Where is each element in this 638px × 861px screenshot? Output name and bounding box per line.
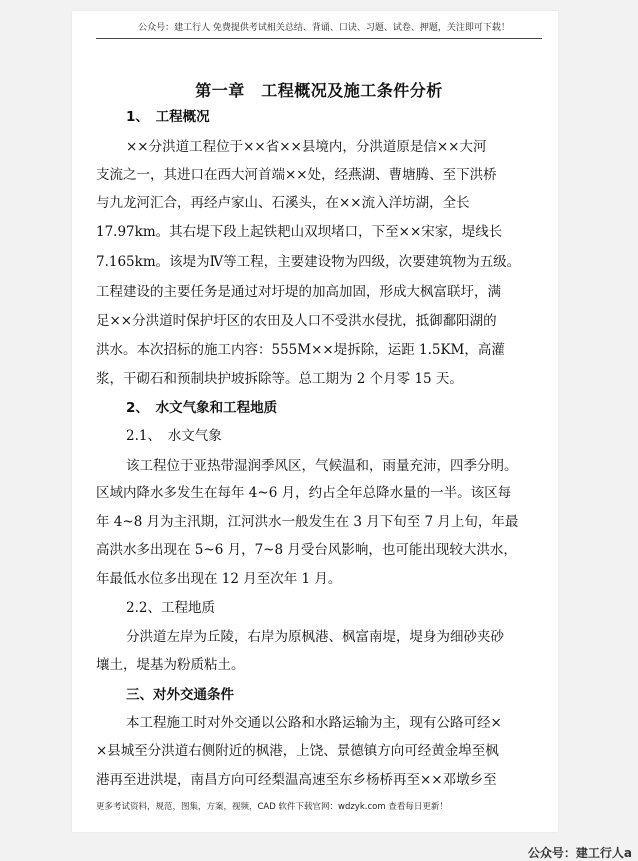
paragraph-line: 分洪道左岸为丘陵，右岸为原枫港、枫富南堤，堤身为细砂夹砂 xyxy=(126,629,504,645)
header-rule xyxy=(96,38,542,39)
paragraph-line: 壤土，堤基为粉质粘土。 xyxy=(96,657,245,673)
page-footer: 更多考试资料，规范，图集，方案，视频，CAD 软件下载官网：wdzyk.com 查看每日更新！ xyxy=(96,802,448,812)
chapter-title: 第一章 工程概况及施工条件分析 xyxy=(195,81,443,100)
paragraph-line: 本工程施工时对外交通以公路和水路运输为主，现有公路可经× xyxy=(126,715,502,731)
paragraph-line: 足××分洪道时保护圩区的农田及人口不受洪水侵扰，抵御鄱阳湖的 xyxy=(96,313,497,329)
paragraph-line: 与九龙河汇合，再经卢家山、石溪头，在××流入洋坊湖，全长 xyxy=(96,195,470,211)
document-page xyxy=(72,11,558,832)
paragraph-line: 年 4~8 月为主汛期，江河洪水一般发生在 3 月下旬至 7 月上旬，年最 xyxy=(96,514,519,530)
paragraph-line: 该工程位于亚热带湿润季风区，气候温和，雨量充沛，四季分明。 xyxy=(126,458,518,474)
paragraph-line: 年最低水位多出现在 12 月至次年 1 月。 xyxy=(96,571,342,587)
paragraph-line: ××分洪道工程位于××省××县境内，分洪道原是信××大河 xyxy=(126,139,487,155)
section-heading: 2、 水文气象和工程地质 xyxy=(126,400,278,416)
paragraph-line: 浆，干砌石和预制块护坡拆除等。总工期为 2 个月零 15 天。 xyxy=(96,371,463,387)
page-header: 公众号：建工行人 免费提供考试相关总结、背诵、口诀、习题、试卷、押题，关注即可下载！ xyxy=(138,23,510,33)
paragraph-line: 区域内降水多发生在每年 4~6 月，约占全年总降水量的一半。该区每 xyxy=(96,485,512,501)
watermark: 公众号：建工行人a xyxy=(527,846,632,860)
paragraph-line: 洪水。本次招标的施工内容：555M××堤拆除，运距 1.5KM，高灌 xyxy=(96,342,505,358)
subsection-heading: 2.2、工程地质 xyxy=(126,600,215,616)
paragraph-line: 17.97km。其右堤下段上起铁耙山双坝堵口，下至××宋家，堤线长 xyxy=(96,224,503,240)
paragraph-line: 高洪水多出现在 5~6 月，7~8 月受台风影响，也可能出现较大洪水， xyxy=(96,542,517,558)
section-heading: 三、对外交通条件 xyxy=(126,687,234,703)
paragraph-line: 支流之一，其进口在西大河首端××处，经燕湖、曹塘腾、至下洪桥 xyxy=(96,167,497,183)
paragraph-line: ×县城至分洪道右侧附近的枫港，上饶、景德镇方向可经黄金埠至枫 xyxy=(96,743,499,759)
section-heading: 1、 工程概况 xyxy=(126,109,210,125)
paragraph-line: 7.165km。该堤为Ⅳ等工程，主要建设物为四级，次要建筑物为五级。 xyxy=(96,254,521,270)
paragraph-line: 港再至进洪堤，南昌方向可经梨温高速至东乡杨桥再至××邓墩乡至 xyxy=(96,772,497,788)
subsection-heading: 2.1、 水文气象 xyxy=(126,428,222,444)
paragraph-line: 工程建设的主要任务是通过对圩堤的加高加固，形成大枫富联圩，满 xyxy=(96,284,501,300)
